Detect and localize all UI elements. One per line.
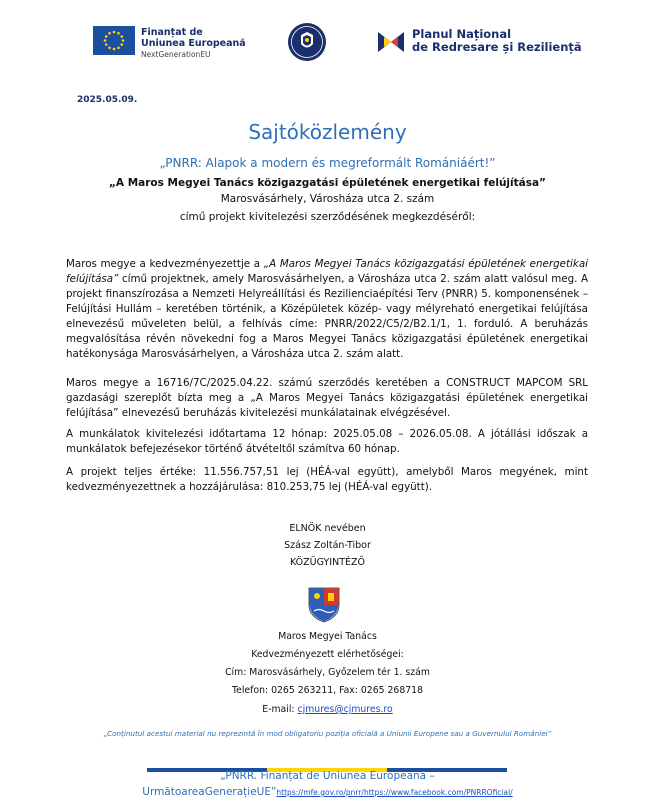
footer-color-bar bbox=[147, 757, 507, 761]
contact-address: Cím: Marosvásárhely, Győzelem tér 1. szám bbox=[225, 667, 430, 678]
footer-slogan: UrmătoareaGenerațieUE” bbox=[142, 786, 277, 798]
paragraph-1 bbox=[66, 257, 588, 362]
romanian-government-seal-icon bbox=[287, 22, 327, 62]
contact-phone: Telefon: 0265 263211, Fax: 0265 268718 bbox=[232, 685, 423, 696]
footer-line-2 bbox=[0, 786, 655, 798]
project-title: „A Maros Megyei Tanács közigazgatási épületének energetikai felújítása” bbox=[109, 177, 546, 189]
county-crest-icon bbox=[306, 585, 342, 623]
paragraph-2: Maros megye a 16716/7C/2025.04.22. számú szerződés keretében a CONSTRUCT MAPCOM SRL gazdasági szereplőt bízta meg a „A Maros Megyei Tanács közigazgatási épületének energetikai felújítása” elnevezésű beruházás kivitelezési munkálatainak elvégzésével. bbox=[66, 377, 588, 419]
document-title: Sajtóközlemény bbox=[248, 120, 407, 144]
eu-line-2: Uniunea Europeană bbox=[141, 38, 246, 49]
document-subtitle: „PNRR: Alapok a modern és megreformált Romániáért!” bbox=[159, 156, 496, 170]
contact-email-line bbox=[0, 704, 655, 715]
pnrr-title-text bbox=[412, 28, 582, 54]
pnrr-logo-icon bbox=[376, 28, 406, 56]
paragraph-1-rest: című projektnek, amely Marosvásárhelyen, a Városháza utca 2. szám alatt valósul meg. A projekt finanszírozása a Nemzeti Helyreállítási és Rezilienciaépítési Terv (PNRR) 5. komponensének – Felújítási Hullám – keretében történik, a Középületek közép- vagy mélyreható energetikai felújítása elnevezésű műveleten belül, a felhívás címe: PNRR/2022/C5/2/B2.1/1, 1. forduló. A beruházás megvalósítása révén növekedni fog a Maros Megyei Tanács közigazgatási épületének energetikai hatékonysága Marosvásárhelyen, a Városháza utca 2. szám alatt. bbox=[66, 273, 588, 360]
signature-name: Szász Zoltán-Tibor bbox=[284, 540, 371, 551]
paragraph-1-start: Maros megye a kedvezményezettje a bbox=[66, 258, 264, 270]
press-release-date: 2025.05.09. bbox=[77, 95, 138, 105]
eu-flag-logo bbox=[93, 26, 135, 55]
email-label: E-mail: bbox=[262, 704, 298, 715]
signature-title: KÖZÜGYINTÉZŐ bbox=[289, 557, 366, 568]
footer-links[interactable]: https://mfe.gov.ro/pnrr/https://www.facebook.com/PNRROficial/ bbox=[276, 788, 513, 797]
intro-line: című projekt kivitelezési szerződésének megkezdéséről: bbox=[179, 211, 476, 223]
paragraph-3: A munkálatok kivitelezési időtartama 12 hónap: 2025.05.08 – 2026.05.08. A jótállási időszak a munkálatok befejezésekor történő átvételtől számítva 60 hónap. bbox=[66, 428, 588, 455]
eu-line-1: Finanțat de bbox=[141, 27, 203, 38]
email-link[interactable]: cjmures@cjmures.ro bbox=[297, 704, 393, 715]
contact-org: Maros Megyei Tanács bbox=[278, 631, 377, 642]
project-location: Marosvásárhely, Városháza utca 2. szám bbox=[220, 193, 435, 205]
eu-line-3: NextGenerationEU bbox=[141, 50, 211, 59]
pnrr-line-2: de Redresare și Reziliență bbox=[412, 40, 582, 54]
footer-line-1: „PNRR. Finanțat de Uniunea Europeană – bbox=[220, 770, 435, 782]
pnrr-line-1: Planul Național bbox=[412, 27, 512, 41]
paragraph-1-project-name: „A Maros Megyei Tanács közigazgatási épületének energetikai felújítása” bbox=[66, 258, 588, 285]
eu-funding-text bbox=[141, 27, 246, 60]
contact-heading: Kedvezményezett elérhetőségei: bbox=[251, 649, 404, 660]
paragraph-4: A projekt teljes értéke: 11.556.757,51 lej (HÉÁ-val együtt), amelyből Maros megyének, mint kedvezményezettnek a hozzájárulása: 810.253,75 lej (HÉÁ-val együtt). bbox=[66, 466, 588, 493]
signature-line-1: ELNÖK nevében bbox=[289, 523, 366, 534]
disclaimer-text: „Conținutul acestui material nu reprezintă în mod obligatoriu poziția oficială a Uniunii Europene sau a Guvernului României” bbox=[103, 729, 552, 738]
signature-block bbox=[0, 520, 655, 571]
